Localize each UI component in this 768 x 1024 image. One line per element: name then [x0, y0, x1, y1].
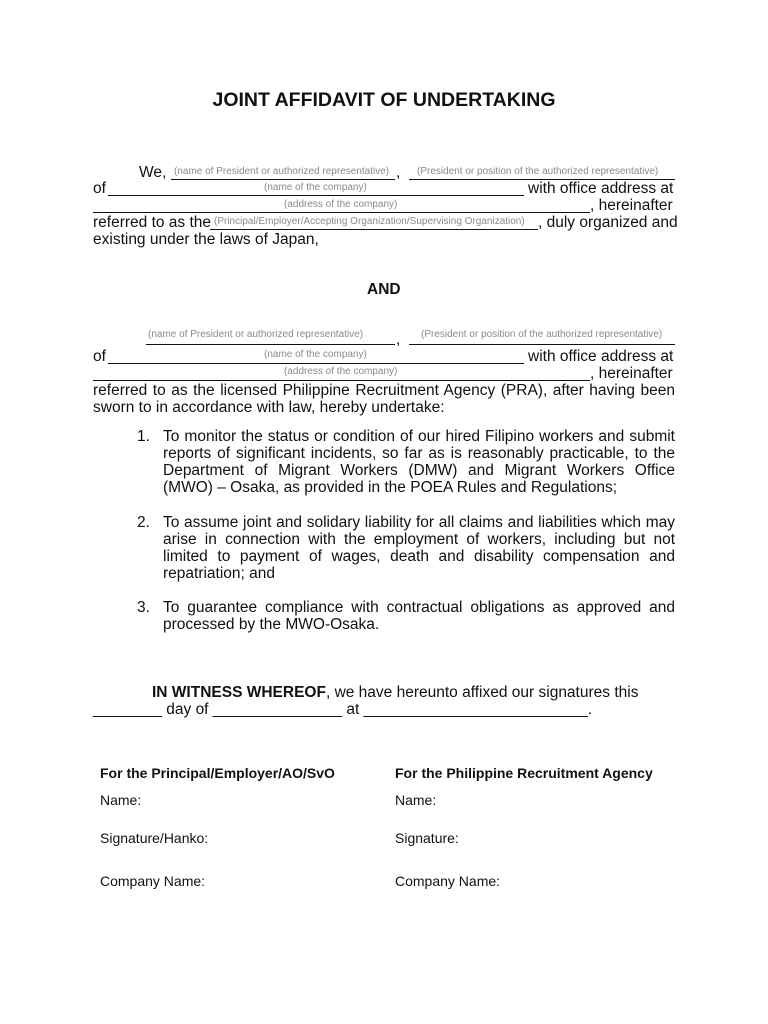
- party1-company-hint: (name of the company): [264, 182, 367, 193]
- party1-office-label: with office address at: [528, 180, 674, 197]
- party1-duly-label: , duly organized and: [538, 214, 678, 231]
- party2-company-line[interactable]: [108, 363, 524, 364]
- left-name-field[interactable]: Name:: [100, 792, 142, 808]
- party1-existing-text: existing under the laws of Japan,: [93, 231, 319, 248]
- list-item-number: 1.: [137, 428, 150, 445]
- party1-company-line[interactable]: [108, 195, 524, 196]
- party2-comma: ,: [396, 331, 401, 348]
- list-item-text: To monitor the status or condition of our hired Filipino workers and submit reports of significant incidents, so far as is reasonably practicable, to the Department of Migrant Workers (DMW) and Migrant Workers Office (MWO) – Osaka, as provided in the POEA Rules and Regulations;: [163, 428, 675, 496]
- witness-bold: IN WITNESS WHEREOF: [152, 684, 326, 701]
- left-signature-field[interactable]: Signature/Hanko:: [100, 830, 209, 846]
- witness-line1: [152, 684, 638, 701]
- document-title: JOINT AFFIDAVIT OF UNDERTAKING: [212, 89, 556, 111]
- party1-of-label: of: [93, 180, 106, 197]
- party2-office-label: with office address at: [528, 348, 674, 365]
- list-item-number: 3.: [137, 599, 150, 616]
- party1-comma: ,: [396, 164, 401, 181]
- party1-name-line[interactable]: [171, 179, 395, 180]
- we-label: We,: [139, 164, 167, 181]
- right-signature-field[interactable]: Signature:: [395, 830, 459, 846]
- party2-position-hint: (President or position of the authorized representative): [421, 329, 663, 340]
- party1-role-hint: (Principal/Employer/Accepting Organization/Supervising Organization): [214, 216, 525, 227]
- party2-position-line[interactable]: [409, 344, 675, 345]
- party1-referred-label: referred to as the: [93, 214, 212, 231]
- party2-of-label: of: [93, 348, 106, 365]
- left-signature-heading: For the Principal/Employer/AO/SvO: [100, 765, 335, 781]
- party2-name-line[interactable]: [146, 344, 395, 345]
- party2-address-hint: (address of the company): [284, 366, 398, 377]
- party1-address-line[interactable]: [93, 212, 590, 213]
- right-name-field[interactable]: Name:: [395, 792, 437, 808]
- party1-name-hint: (name of President or authorized representative): [174, 166, 390, 177]
- right-signature-heading: For the Philippine Recruitment Agency: [395, 765, 653, 781]
- left-company-field[interactable]: Company Name:: [100, 873, 206, 889]
- party1-hereinafter: , hereinafter: [590, 197, 673, 214]
- party1-position-hint: (President or position of the authorized representative): [417, 166, 659, 177]
- party2-address-line[interactable]: [93, 380, 590, 381]
- witness-rest: , we have hereunto affixed our signatures this: [325, 684, 639, 701]
- party2-referred-text: referred to as the licensed Philippine Recruitment Agency (PRA), after having been sworn to in accordance with law, hereby undertake:: [93, 382, 675, 416]
- party2-company-hint: (name of the company): [264, 349, 367, 360]
- party1-role-line[interactable]: [210, 229, 538, 230]
- list-item-text: To assume joint and solidary liability for all claims and liabilities which may arise in connection with the employment of workers, including but not limited to payment of wages, death and disability compensation and repatriation; and: [163, 514, 675, 582]
- witness-line2: ________ day of _______________ at __________________________.: [93, 701, 593, 718]
- party2-name-hint: (name of President or authorized representative): [148, 329, 364, 340]
- party1-address-hint: (address of the company): [284, 199, 398, 210]
- list-item-number: 2.: [137, 514, 150, 531]
- party2-hereinafter: , hereinafter: [590, 365, 673, 382]
- right-company-field[interactable]: Company Name:: [395, 873, 501, 889]
- and-separator: AND: [367, 281, 401, 298]
- list-item-text: To guarantee compliance with contractual obligations as approved and processed by the MWO-Osaka.: [163, 599, 675, 633]
